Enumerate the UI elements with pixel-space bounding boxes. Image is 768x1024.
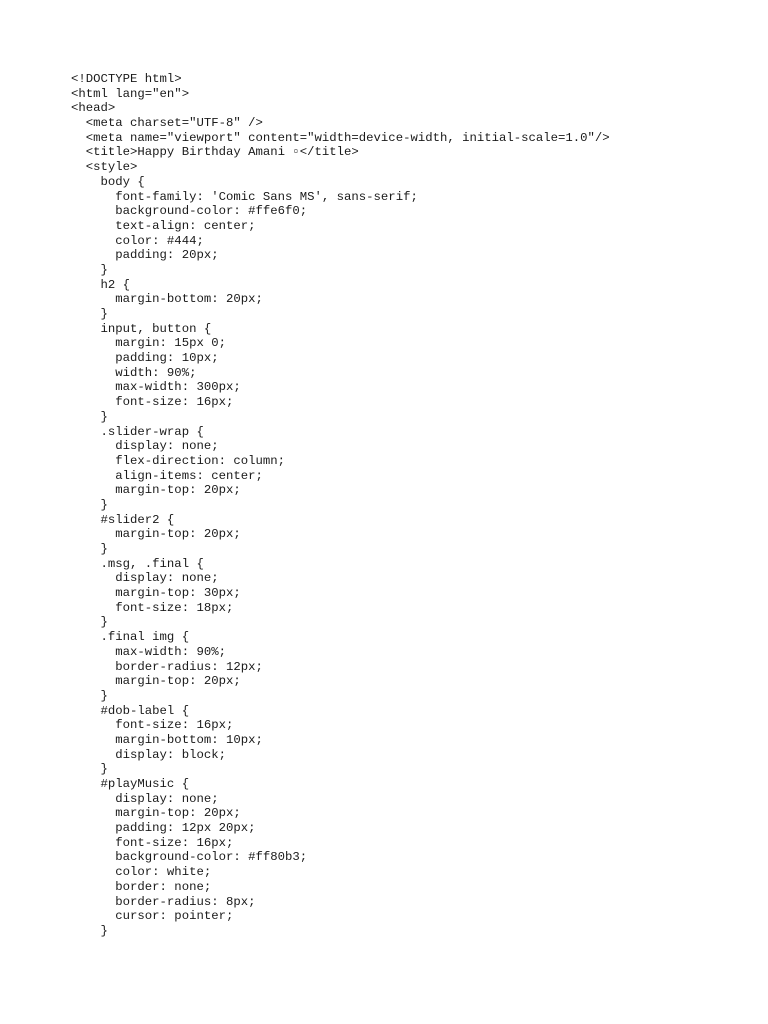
code-line: } <box>71 262 108 277</box>
code-line: font-size: 16px; <box>71 835 234 850</box>
code-line: font-size: 16px; <box>71 395 234 410</box>
code-line: } <box>71 615 108 630</box>
code-line: margin-bottom: 10px; <box>71 732 263 747</box>
code-line: #dob-label { <box>71 703 190 718</box>
code-listing <box>71 72 610 939</box>
code-line: <meta charset="UTF-8" /> <box>71 116 263 131</box>
code-line: padding: 12px 20px; <box>71 821 256 836</box>
code-line: border: none; <box>71 879 212 894</box>
code-line: <html lang="en"> <box>71 86 190 101</box>
code-line: display: none; <box>71 439 219 454</box>
code-line: body { <box>71 174 145 189</box>
code-line: .slider-wrap { <box>71 424 204 439</box>
code-line: align-items: center; <box>71 468 263 483</box>
code-line: display: none; <box>71 571 219 586</box>
code-line: color: #444; <box>71 233 204 248</box>
code-line: display: none; <box>71 791 219 806</box>
code-line: } <box>71 409 108 424</box>
code-line: flex-direction: column; <box>71 453 286 468</box>
code-line: font-family: 'Comic Sans MS', sans-serif; <box>71 189 418 204</box>
code-line: max-width: 300px; <box>71 380 241 395</box>
code-line: <title>Happy Birthday Amani ▫</title> <box>71 145 359 160</box>
code-line: } <box>71 688 108 703</box>
code-line: text-align: center; <box>71 218 256 233</box>
code-line: cursor: pointer; <box>71 909 234 924</box>
code-line: padding: 20px; <box>71 248 219 263</box>
code-line: <head> <box>71 101 116 116</box>
code-line: padding: 10px; <box>71 351 219 366</box>
code-line: font-size: 16px; <box>71 718 234 733</box>
code-line: <style> <box>71 160 138 175</box>
code-line: background-color: #ffe6f0; <box>71 204 308 219</box>
code-line: h2 { <box>71 277 131 292</box>
code-line: color: white; <box>71 865 212 880</box>
code-line: margin-top: 30px; <box>71 586 241 601</box>
code-line: max-width: 90%; <box>71 644 226 659</box>
code-line: width: 90%; <box>71 365 197 380</box>
code-line: input, button { <box>71 321 212 336</box>
code-line: margin-bottom: 20px; <box>71 292 263 307</box>
code-line: .final img { <box>71 630 190 645</box>
code-line: } <box>71 542 108 556</box>
code-line: margin-top: 20px; <box>71 483 241 498</box>
code-line: <meta name="viewport" content="width=device-width, initial-scale=1.0"/> <box>71 130 610 145</box>
code-line: font-size: 18px; <box>71 600 234 615</box>
code-line: } <box>71 762 108 777</box>
code-line: border-radius: 8px; <box>71 894 256 909</box>
code-line: display: block; <box>71 747 226 762</box>
code-line: margin: 15px 0; <box>71 336 226 351</box>
code-line: background-color: #ff80b3; <box>71 850 308 865</box>
code-line: } <box>71 307 108 321</box>
code-line: border-radius: 12px; <box>71 659 263 674</box>
code-line: #slider2 { <box>71 512 175 527</box>
code-line: margin-top: 20px; <box>71 806 241 821</box>
code-line: margin-top: 20px; <box>71 674 241 689</box>
code-line: } <box>71 497 108 512</box>
code-line: #playMusic { <box>71 777 190 791</box>
code-line: } <box>71 923 108 938</box>
code-line: <!DOCTYPE html> <box>71 72 182 86</box>
code-line: margin-top: 20px; <box>71 527 241 542</box>
code-line: .msg, .final { <box>71 556 204 571</box>
